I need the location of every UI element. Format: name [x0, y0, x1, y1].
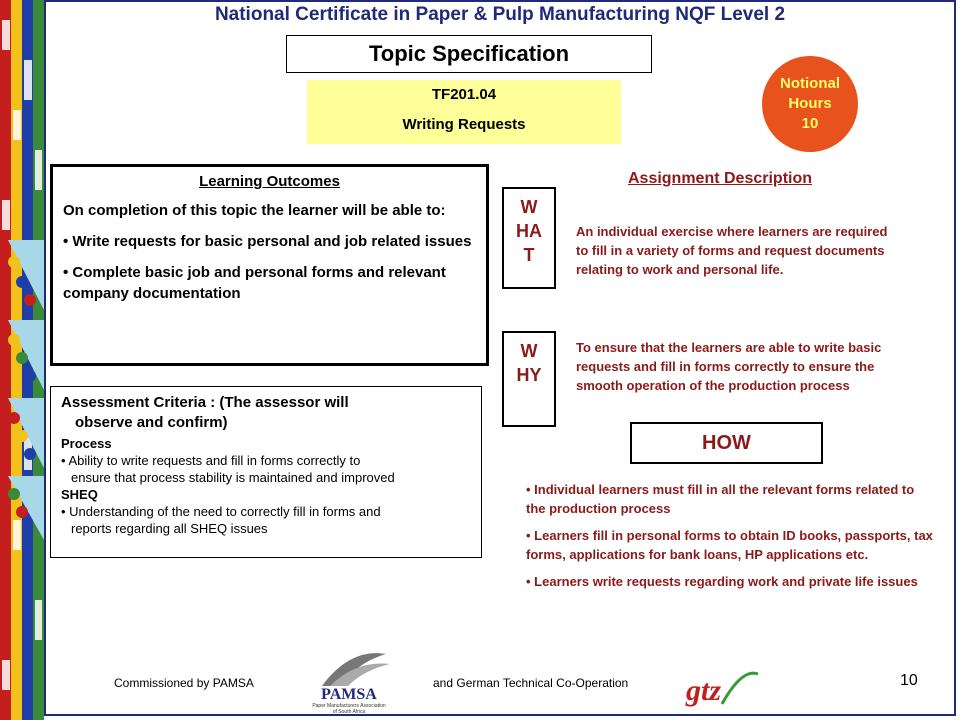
hours-label: Hours	[788, 95, 832, 112]
sheq-item-cont: reports regarding all SHEQ issues	[71, 521, 268, 536]
sheq-label: SHEQ	[61, 487, 98, 502]
why-description: To ensure that the learners are able to write basic requests and fill in forms correctly to ensure the smooth operation of the production process	[576, 340, 882, 393]
topic-heading: Topic Specification	[286, 35, 652, 73]
learning-outcomes-heading: Learning Outcomes	[199, 173, 340, 190]
process-label: Process	[61, 436, 112, 451]
what-description: An individual exercise where learners are required to fill in a variety of forms and request documents relating to work and personal life.	[576, 224, 888, 277]
pamsa-logo-text: PAMSA	[321, 686, 377, 703]
notional-label: Notional	[780, 75, 840, 92]
topic-code-box	[307, 80, 621, 144]
learning-outcomes-box	[50, 164, 489, 366]
learning-outcome-item: • Complete basic job and personal forms and relevant company documentation	[63, 264, 446, 302]
footer-commissioned: Commissioned by PAMSA	[114, 676, 254, 690]
how-box: HOW	[630, 422, 823, 464]
why-box	[502, 331, 556, 427]
topic-name: Writing Requests	[402, 116, 526, 133]
what-box	[502, 187, 556, 289]
hours-value: 10	[801, 115, 819, 132]
how-item: • Learners write requests regarding work and private life issues	[526, 574, 918, 589]
what-letter-3: T	[523, 245, 535, 265]
how-list	[526, 480, 936, 599]
pamsa-logo-sub2: of South Africa	[332, 709, 366, 714]
process-item-cont: ensure that process stability is maintained and improved	[71, 470, 395, 485]
notional-hours-badge	[762, 56, 858, 152]
gtz-logo-text: gtz	[686, 674, 722, 707]
how-item: • Individual learners must fill in all the relevant forms related to the production process	[526, 482, 915, 516]
learning-outcome-item: • Write requests for basic personal and job related issues	[63, 233, 472, 250]
assessment-heading-cont: observe and confirm)	[75, 414, 228, 431]
page-title: National Certificate in Paper & Pulp Manufacturing NQF Level 2	[214, 4, 786, 25]
what-letter-1: W	[520, 197, 538, 217]
why-letter-2: HY	[516, 365, 542, 385]
page-number: 10	[900, 672, 918, 689]
pamsa-logo	[300, 646, 398, 714]
footer-gtz-credit: and German Technical Co-Operation	[433, 676, 629, 690]
sheq-item: • Understanding of the need to correctly fill in forms and	[61, 504, 381, 519]
topic-code: TF201.04	[431, 86, 497, 103]
what-letter-2: HA	[516, 221, 542, 241]
assessment-heading: Assessment Criteria : (The assessor will	[61, 394, 349, 411]
decorative-left-stripe	[0, 0, 44, 720]
pamsa-logo-sub1: Paper Manufacturers Association	[312, 703, 386, 709]
how-item: • Learners fill in personal forms to obtain ID books, passports, tax forms, applications for bank loans, HP applications etc.	[526, 528, 933, 562]
assessment-criteria-box	[50, 386, 482, 558]
process-item: • Ability to write requests and fill in forms correctly to	[61, 453, 361, 468]
assignment-description-heading: Assignment Description	[627, 170, 813, 187]
learning-outcomes-intro: On completion of this topic the learner will be able to:	[63, 202, 446, 219]
gtz-logo	[682, 664, 762, 710]
why-letter-1: W	[520, 341, 538, 361]
